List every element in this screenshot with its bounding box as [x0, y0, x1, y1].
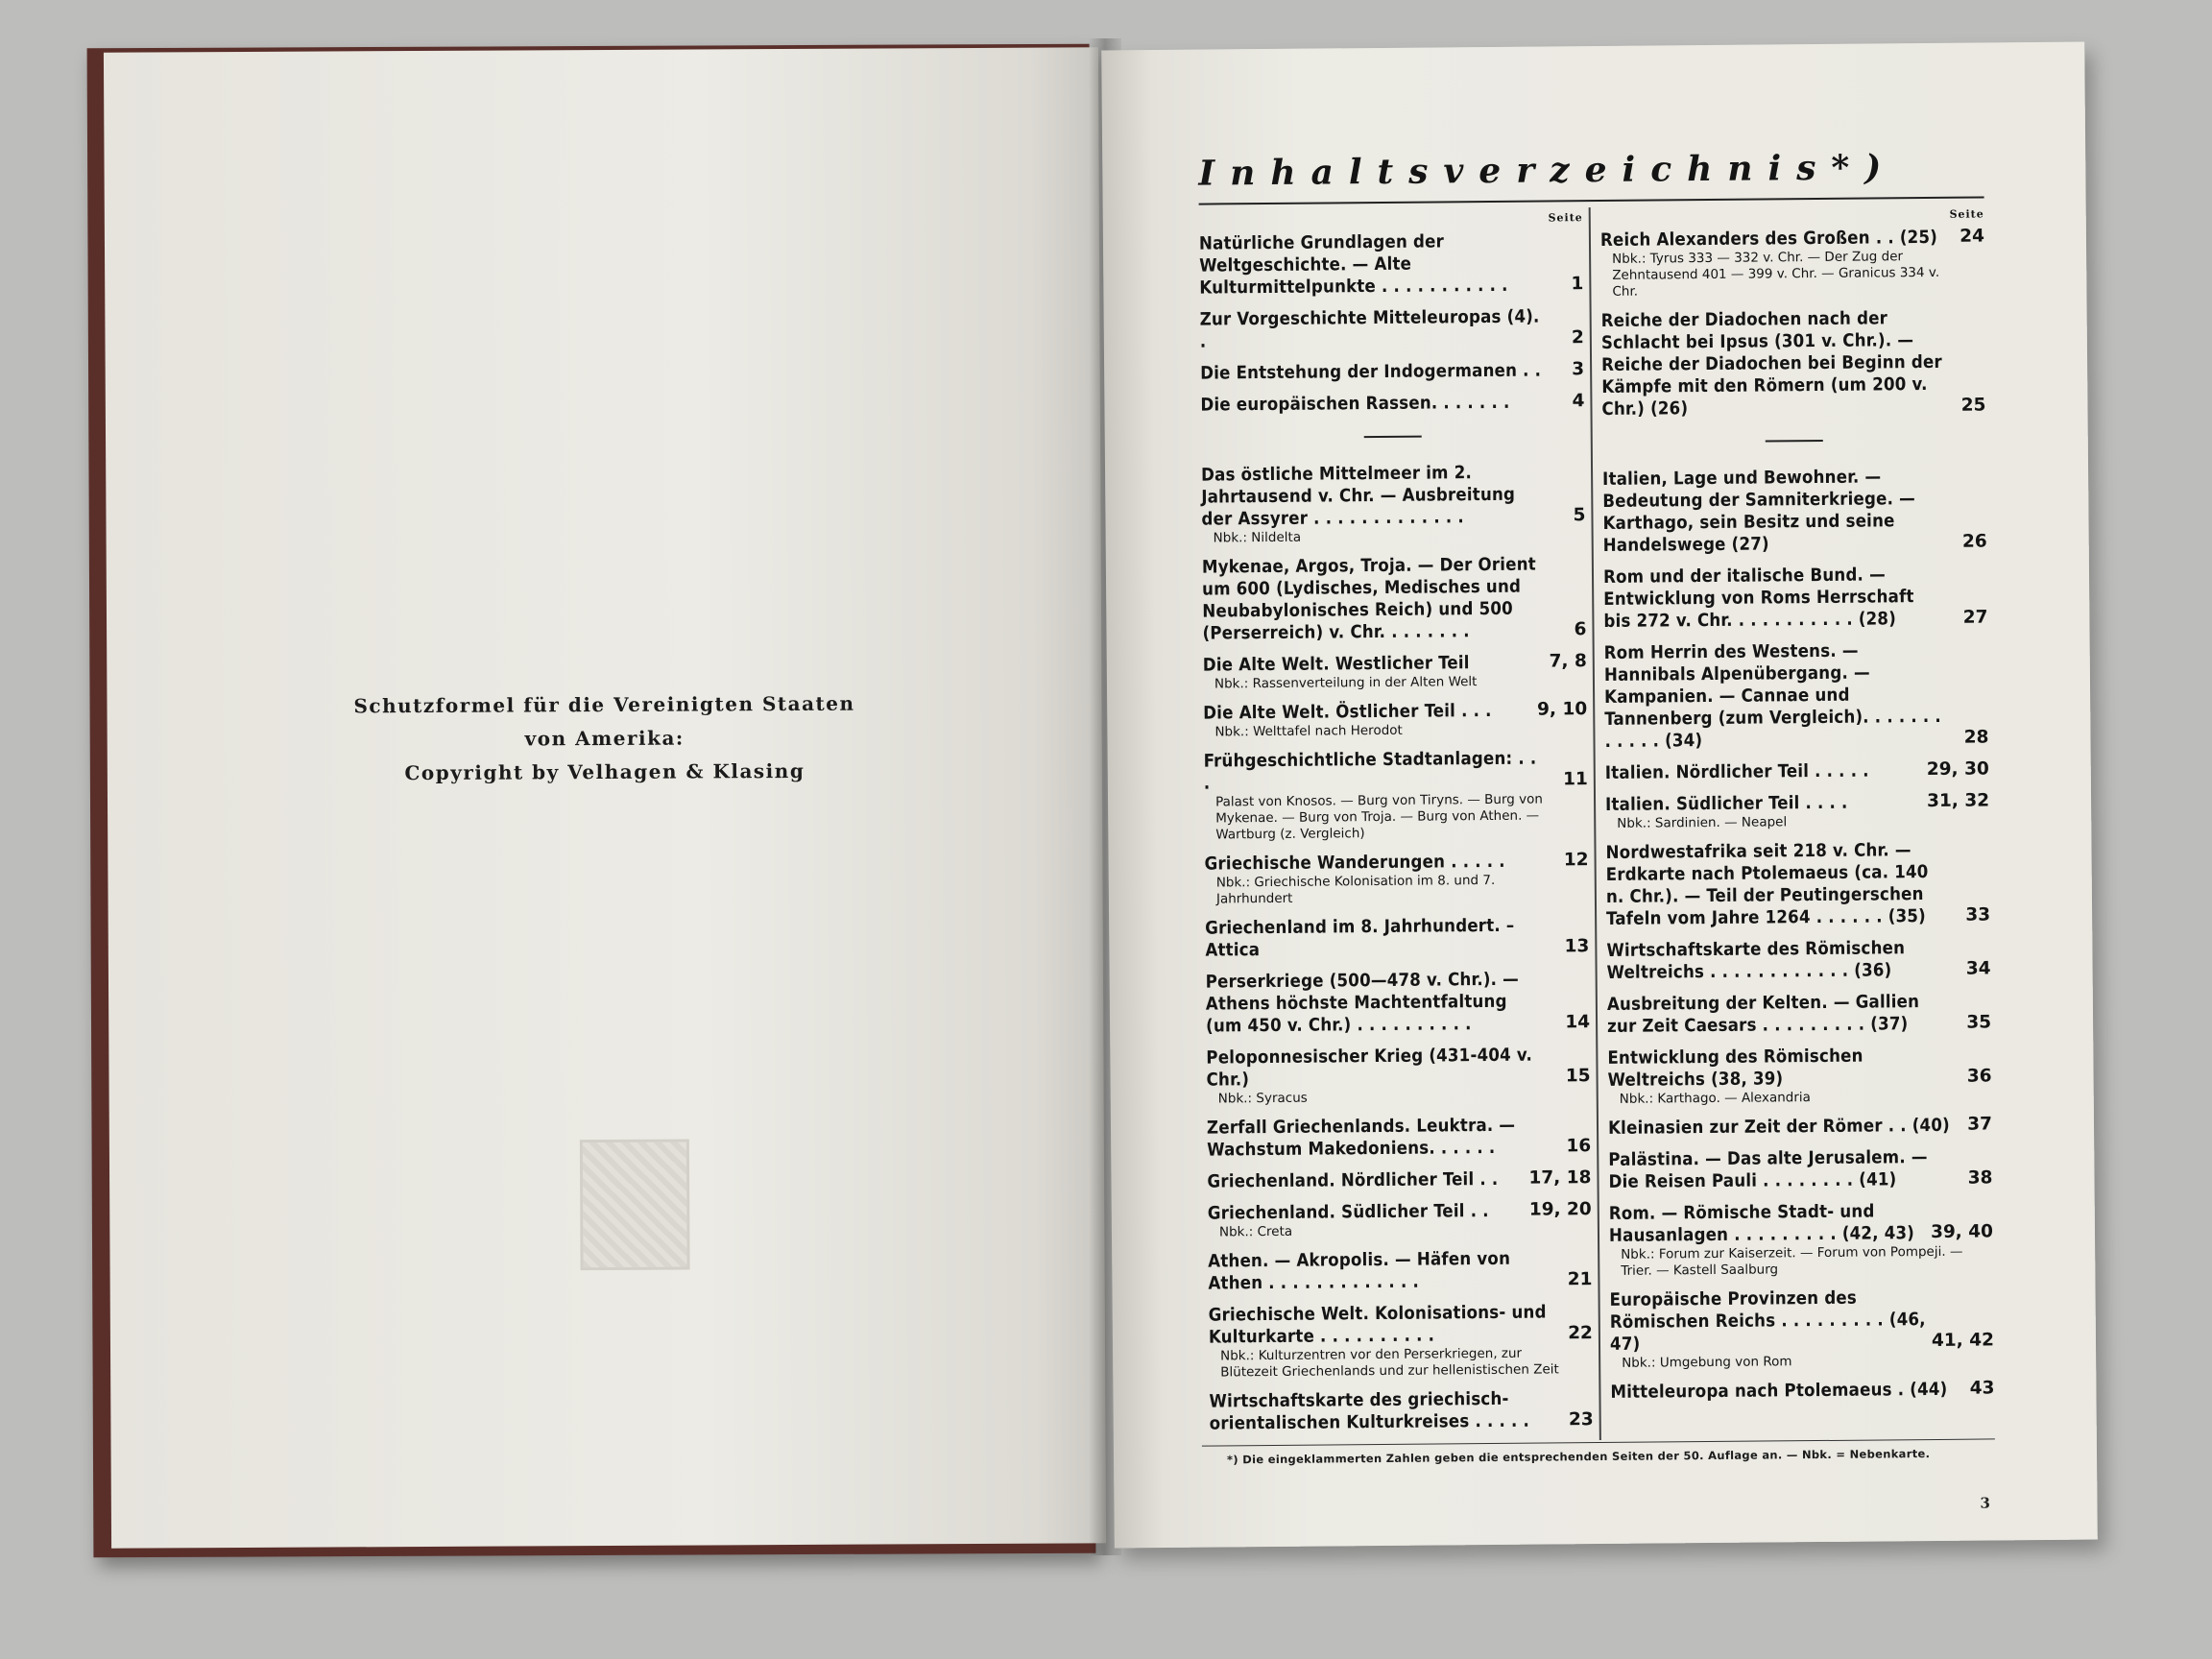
toc-entry-title: Nordwestafrika seit 218 v. Chr. — Erdkarte nach Ptolemaeus (ca. 140 n. Chr.). — Teil der Peutingerschen Tafeln vom Jahre 1264 . . . . . . (35): [1605, 840, 1929, 929]
toc-entry: [1208, 1199, 1592, 1240]
toc-entry-title: Athen. — Akropolis. — Häfen von Athen . . . . . . . . . . . . .: [1208, 1248, 1511, 1294]
toc-entry: [1605, 790, 1989, 831]
toc-entry-title: Reich Alexanders des Großen . . (25): [1599, 227, 1938, 251]
toc-entry: [1200, 305, 1584, 352]
section-rule: [1766, 440, 1823, 443]
toc-entry-title: Rom. — Römische Stadt- und Hausanlagen . . . . . . . . . (42, 43): [1608, 1201, 1915, 1246]
toc-entry-note: Palast von Knosos. — Burg von Tiryns. — Burg von Mykenae. — Burg von Troja. — Burg von Athen. — Wartburg (z. Vergleich): [1214, 791, 1543, 843]
toc-entry: [1601, 306, 1986, 420]
toc-entry-title: Palästina. — Das alte Jerusalem. — Die Reisen Pauli . . . . . . . . (41): [1608, 1147, 1928, 1192]
toc-entry-title: Griechische Welt. Kolonisations- und Kulturkarte . . . . . . . . . .: [1208, 1302, 1547, 1348]
toc-entry: [1209, 1387, 1593, 1434]
toc-entry-page: 27: [1962, 607, 1988, 628]
toc-entry-page: 11: [1563, 769, 1588, 790]
toc-entry-title: Griechenland. Nördlicher Teil . .: [1207, 1168, 1499, 1192]
toc-entry-title: Wirtschaftskarte des griechisch-orientalischen Kulturkreises . . . . .: [1209, 1388, 1530, 1434]
footnote: *) Die eingeklammerten Zahlen geben die entsprechenden Seiten der 50. Auflage an. — Nbk. = Nebenkarte.: [1226, 1447, 1931, 1467]
toc-entry-title: Europäische Provinzen des Römischen Reichs . . . . . . . . . (46, 47): [1609, 1287, 1926, 1355]
toc-entry-title: Griechenland. Südlicher Teil . .: [1207, 1201, 1489, 1224]
toc-entry-page: 5: [1573, 505, 1586, 526]
toc-entry: [1206, 1044, 1591, 1107]
toc-entry-page: 1: [1571, 274, 1584, 295]
copyright-line: von Amerika:: [524, 726, 685, 751]
toc-entry-page: 34: [1965, 958, 1991, 979]
toc-entry: [1608, 1114, 1992, 1139]
toc-entry-title: Wirtschaftskarte des Römischen Weltreichs . . . . . . . . . . . . (36): [1606, 938, 1906, 983]
section-rule: [1364, 436, 1422, 439]
toc-entry-note: Nbk.: Forum zur Kaiserzeit. — Forum von Pompeji. — Trier. — Kastell Saalburg: [1621, 1243, 1963, 1279]
toc-entry-page: 19, 20: [1528, 1199, 1592, 1220]
toc-entry: [1201, 461, 1586, 546]
toc-entry-title: Reiche der Diadochen nach der Schlacht bei Ipsus (301 v. Chr.). — Reiche der Diadochen bei Beginn der Kämpfe mit den Römern (um 200 v. Chr.) (26): [1600, 308, 1942, 420]
toc-entry: [1208, 1247, 1592, 1294]
toc-entry-title: Entwicklung des Römischen Weltreichs (38, 39): [1607, 1046, 1863, 1091]
seite-label: Seite: [1548, 211, 1583, 225]
toc-entry-page: 41, 42: [1931, 1330, 1995, 1352]
toc-entry: [1607, 990, 1991, 1037]
toc-entry: [1205, 850, 1589, 907]
toc-entry: [1610, 1378, 1994, 1403]
toc-entry: [1605, 758, 1989, 783]
bleed-through-title: [106, 373, 1101, 487]
toc-entry: [1209, 1301, 1594, 1381]
toc-entry-title: Griechische Wanderungen . . . . .: [1204, 851, 1505, 875]
toc-entry: [1606, 936, 1990, 983]
toc-entry-title: Das östliche Mittelmeer im 2. Jahrtausend v. Chr. — Ausbreitung der Assyrer . . . . . . . . . . . . .: [1200, 463, 1516, 530]
toc-entry: [1600, 226, 1985, 300]
toc-entry-note: Nbk.: Umgebung von Rom: [1622, 1354, 1792, 1371]
toc-entry-page: 36: [1966, 1066, 1992, 1087]
toc-entry: [1204, 747, 1589, 843]
toc-entry-page: 25: [1960, 395, 1986, 416]
toc-entry-title: Griechenland im 8. Jahrhundert. – Attica: [1205, 915, 1515, 961]
toc-entry: [1200, 359, 1584, 384]
title-rule: [1199, 196, 1984, 204]
toc-column-left: [1199, 211, 1594, 1444]
toc-entry-page: 39, 40: [1930, 1221, 1994, 1243]
toc-entry-title: Mitteleuropa nach Ptolemaeus . (44): [1610, 1379, 1948, 1403]
toc-entry-page: 9, 10: [1537, 699, 1588, 720]
toc-entry-title: Italien, Lage und Bewohner. — Bedeutung der Samniterkriege. — Karthago, sein Besitz und seine Handelswege (27): [1602, 467, 1916, 556]
toc-entry-page: 17, 18: [1528, 1167, 1592, 1189]
left-page: [104, 47, 1106, 1548]
toc-entry-title: Kleinasien zur Zeit der Römer . . (40): [1607, 1115, 1950, 1139]
toc-entry-note: Nbk.: Karthago. — Alexandria: [1619, 1090, 1811, 1107]
toc-entry: [1207, 1114, 1591, 1161]
seite-label: Seite: [1949, 207, 1984, 221]
toc-entry: [1199, 229, 1584, 299]
toc-entry-page: 37: [1967, 1114, 1993, 1135]
toc-entry: [1605, 838, 1990, 929]
toc-entry-page: 23: [1568, 1409, 1594, 1431]
toc-entry-note: Nbk.: Syracus: [1217, 1090, 1308, 1107]
toc-entry-page: 38: [1967, 1167, 1993, 1189]
toc-entry-page: 15: [1565, 1066, 1591, 1087]
toc-entry-note: Nbk.: Tyrus 333 — 332 v. Chr. — Der Zug der Zehntausend 401 — 399 v. Chr. — Granicus 334 v. Chr.: [1612, 249, 1940, 300]
toc-entry-page: 24: [1960, 226, 1985, 247]
toc-entry: [1609, 1286, 1994, 1371]
toc-entry-page: 35: [1966, 1012, 1992, 1033]
toc-entry: [1604, 638, 1989, 752]
toc-entry-note: Nbk.: Sardinien. — Neapel: [1617, 814, 1788, 831]
toc-entry-title: Italien. Südlicher Teil . . . .: [1604, 792, 1848, 815]
toc-entry-page: 28: [1963, 727, 1989, 748]
toc-entry: [1609, 1199, 1994, 1279]
toc-entry-page: 16: [1566, 1136, 1592, 1157]
bleed-through-emblem: [580, 1140, 690, 1271]
toc-entry-page: 43: [1969, 1378, 1995, 1399]
toc-entry-title: Die europäischen Rassen. . . . . . .: [1200, 392, 1510, 416]
toc-entry: [1200, 391, 1584, 416]
toc-entry-note: Nbk.: Creta: [1218, 1223, 1293, 1240]
copyright-notice: [107, 685, 1102, 791]
toc-entry-page: 12: [1563, 850, 1589, 871]
toc-entry: [1206, 968, 1591, 1037]
right-page: [1101, 42, 2098, 1549]
toc-entry: [1603, 563, 1988, 632]
toc-entry-note: Nbk.: Kulturzentren vor den Perserkriegen, zur Blütezeit Griechenlands und zur hellenistischen Zeit: [1220, 1345, 1559, 1381]
toc-entry: [1602, 465, 1987, 556]
page-number: 3: [1980, 1494, 1990, 1512]
toc-entry-title: Zerfall Griechenlands. Leuktra. — Wachstum Makedoniens. . . . . .: [1206, 1115, 1516, 1161]
toc-entry-page: 29, 30: [1926, 758, 1989, 781]
toc-entry-title: Perserkriege (500—478 v. Chr.). — Athens höchste Machtentfaltung (um 450 v. Chr.) . . . . . . . . . .: [1205, 969, 1520, 1037]
toc-entry-page: 7, 8: [1549, 651, 1587, 672]
toc-entry-title: Rom und der italische Bund. — Entwicklung von Roms Herrschaft bis 272 v. Chr. . . . . . . . . . . (28): [1602, 565, 1914, 632]
toc-entry-note: Nbk.: Welttafel nach Herodot: [1214, 722, 1403, 740]
toc-entry-title: Ausbreitung der Kelten. — Gallien zur Zeit Caesars . . . . . . . . . (37): [1606, 992, 1920, 1037]
toc-entry-page: 4: [1572, 391, 1585, 412]
toc-entry-page: 2: [1571, 327, 1584, 349]
toc-entry: [1203, 699, 1587, 740]
toc-entry-page: 14: [1565, 1012, 1591, 1033]
toc-entry-page: 26: [1961, 531, 1987, 552]
toc-entry-title: Natürliche Grundlagen der Weltgeschichte. — Alte Kulturmittelpunkte . . . . . . . . . . .: [1198, 231, 1508, 299]
toc-entry-title: Italien. Nördlicher Teil . . . . .: [1604, 760, 1869, 783]
toc-entry-page: 22: [1568, 1323, 1593, 1344]
toc-column-right: [1600, 207, 1995, 1412]
toc-entry: [1607, 1044, 1992, 1107]
toc-entry-page: 13: [1564, 936, 1590, 957]
toc-title: Inhaltsverzeichnis*): [1198, 147, 1897, 194]
toc-entry-title: Die Alte Welt. Westlicher Teil: [1202, 653, 1470, 676]
toc-entry-page: 33: [1965, 904, 1991, 926]
toc-entry: [1207, 1167, 1591, 1192]
toc-entry-page: 21: [1567, 1269, 1593, 1290]
toc-entry-title: Rom Herrin des Westens. — Hannibals Alpenübergang. — Kampanien. — Cannae und Tannenberg (zum Vergleich). . . . . . . . . . . . (34): [1603, 640, 1941, 752]
toc-entry: [1608, 1145, 1992, 1192]
toc-entry-title: Zur Vorgeschichte Mitteleuropas (4). .: [1199, 306, 1540, 352]
toc-entry-title: Frühgeschichtliche Stadtanlagen: . . .: [1203, 748, 1537, 794]
toc-entry-page: 6: [1574, 619, 1587, 640]
toc-entry-title: Mykenae, Argos, Troja. — Der Orient um 600 (Lydisches, Medisches und Neubabylonisches Reich) und 500 (Perserreich) v. Chr. . . . . . . .: [1201, 554, 1536, 644]
toc-entry-note: Nbk.: Nildelta: [1213, 529, 1302, 546]
toc-entry-title: Peloponnesischer Krieg (431-404 v. Chr.): [1206, 1045, 1533, 1091]
toc-entry-note: Nbk.: Griechische Kolonisation im 8. und 7. Jahrhundert: [1215, 872, 1496, 907]
toc-entry-note: Nbk.: Rassenverteilung in der Alten Welt: [1214, 674, 1478, 692]
toc-entry: [1202, 553, 1587, 644]
toc-entry-title: Die Alte Welt. Östlicher Teil . . .: [1203, 700, 1492, 724]
copyright-line: Copyright by Velhagen & Klasing: [404, 758, 805, 785]
toc-entry-page: 31, 32: [1927, 790, 1990, 812]
toc-entry: [1203, 651, 1587, 692]
toc-entry-title: Die Entstehung der Indogermanen . .: [1200, 360, 1542, 384]
toc-entry: [1205, 914, 1589, 961]
copyright-line: Schutzformel für die Vereinigten Staaten: [353, 691, 855, 718]
toc-entry-page: 3: [1572, 359, 1585, 380]
